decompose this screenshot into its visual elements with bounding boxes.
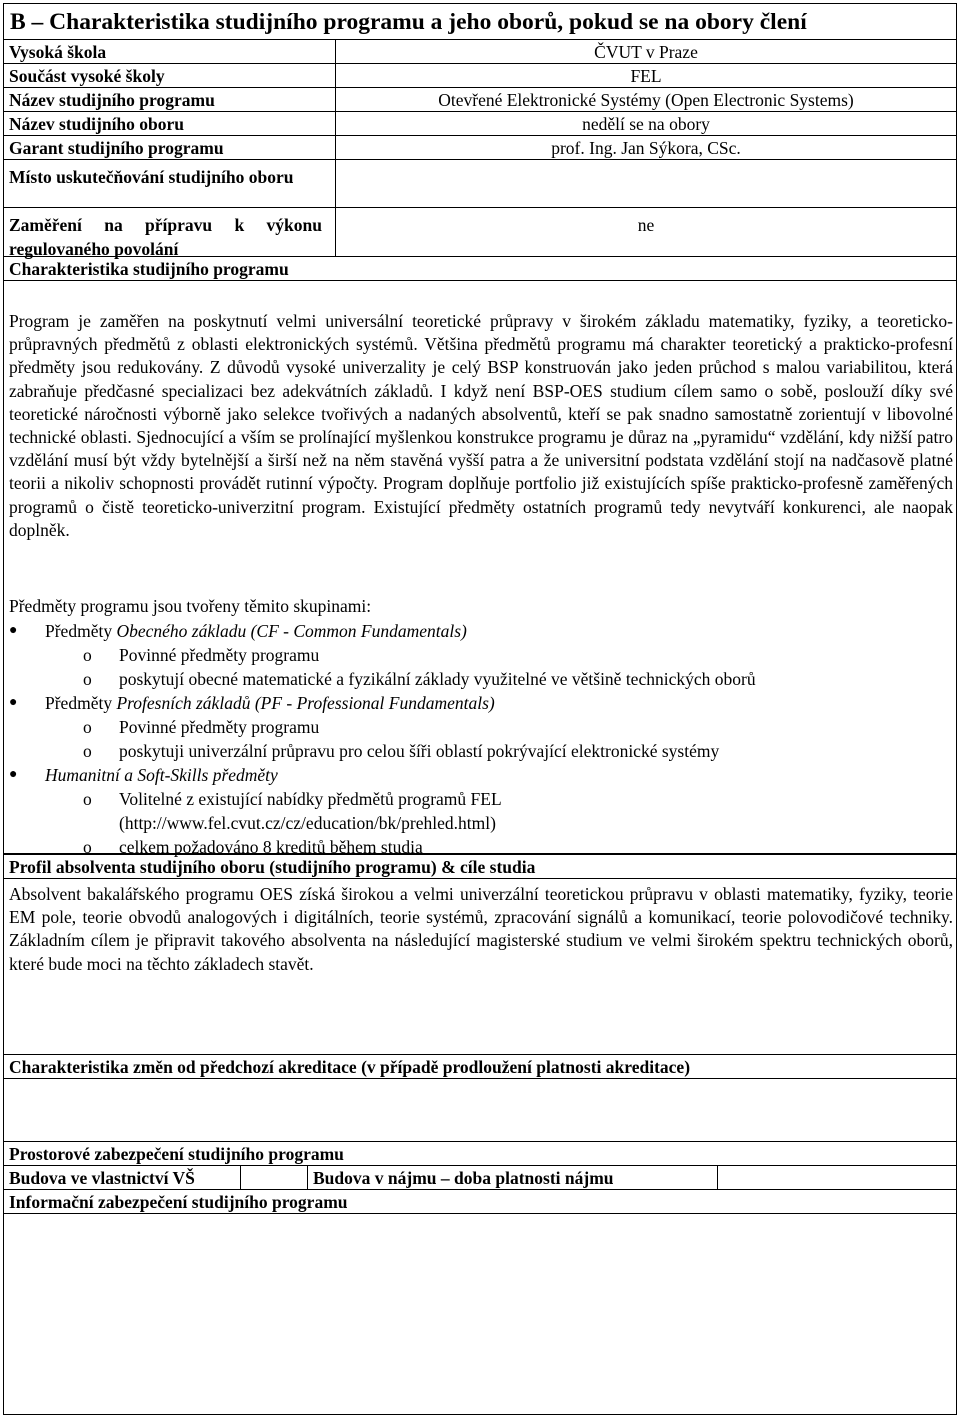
info-label: Garant studijního programu [9,138,224,158]
facilities-heading-row [3,1141,957,1166]
list-item [9,715,949,739]
facilities-rented-label: Budova v nájmu – doba platnosti nájmu [313,1168,614,1188]
info-value-cell [335,159,957,208]
list-item [9,619,949,643]
group-url: (http://www.fel.cvut.cz/cz/education/bk/prehled.html) [119,813,496,833]
sub-marker: o [83,717,92,737]
facilities-rented-value-cell [717,1165,957,1190]
profile-text: Absolvent bakalářského programu OES získá širokou a velmi univerzální teoretickou průpravu v oblasti matematiky, fyziky, teorie EM pole, teorie obvodů analogových i digitálních, teorie systémů, zpracování signálů a komunikací, teorie polovodičové techniky. Základním cílem je připravit takového absolventa na následující magisterské studium ve velmi širokém spektru technických oborů, které bude moci na těchto základech stavět. [9,884,953,974]
sub-marker: o [83,741,92,761]
info-value-cell [335,63,957,88]
characteristics-paragraph [9,310,953,542]
group-prefix: Předměty [45,621,117,641]
profile-heading: Profil absolventa studijního oboru (studijního programu) & cíle studia [9,857,536,877]
sub-marker: o [83,789,92,809]
list-item [9,787,949,811]
info-label: Místo uskutečňování studijního oboru [9,167,294,187]
group-item: poskytují obecné matematické a fyzikální základy využitelné ve většině technických oborů [119,669,756,689]
facilities-owned-label: Budova ve vlastnictví VŠ [9,1168,195,1188]
changes-heading: Charakteristika změn od předchozí akreditace (v případě prodloužení platnosti akreditace) [9,1057,691,1077]
group-item: Volitelné z existující nabídky předmětů programů FEL [119,789,502,809]
info-value: nedělí se na obory [582,114,710,134]
info-label: Zaměření na přípravu k výkonu regulovaného povolání [9,215,322,259]
group-name: Profesních základů (PF - Professional Fundamentals) [116,693,495,713]
info-value: ČVUT v Praze [594,42,698,62]
info-value: FEL [630,66,662,86]
bullet-icon: ● [9,623,18,638]
info-value-cell [335,39,957,64]
facilities-owned-label-cell [3,1165,241,1190]
info-label: Součást vysoké školy [9,66,165,86]
characteristics-heading: Charakteristika studijního programu [9,259,289,279]
info-label: Název studijního oboru [9,114,185,134]
list-item [9,667,949,691]
list-item [9,739,949,763]
info-label: Název studijního programu [9,90,215,110]
group-name: Humanitní a Soft-Skills předměty [45,765,278,785]
page-title: B – Charakteristika studijního programu a jeho oborů, pokud se na obory člení [10,9,807,35]
info-security-heading-row [3,1189,957,1214]
profile-body-box [3,878,957,1055]
group-item: Povinné předměty programu [119,645,320,665]
list-item [9,691,949,715]
facilities-rented-label-cell [307,1165,718,1190]
characteristics-heading-row [3,256,957,281]
bullet-icon: ● [9,695,18,710]
changes-body-box [3,1078,957,1142]
sub-marker: o [83,645,92,665]
facilities-heading: Prostorové zabezpečení studijního programu [9,1144,344,1164]
group-name: Obecného základu (CF - Common Fundamentals) [116,621,467,641]
info-security-heading: Informační zabezpečení studijního programu [9,1192,348,1212]
info-value-cell [335,135,957,160]
bullet-icon: ● [9,767,18,782]
info-value-cell [335,111,957,136]
groups-intro: Předměty programu jsou tvořeny těmito skupinami: [9,596,372,616]
profile-paragraph [9,883,953,976]
changes-heading-row [3,1054,957,1079]
info-value-cell [335,207,957,257]
info-label: Vysoká škola [9,42,107,62]
sub-marker: o [83,669,92,689]
document-page [3,3,957,1415]
group-item: poskytuji univerzální průpravu pro celou šíři oblastí pokrývající elektronické systémy [119,741,720,761]
group-prefix: Předměty [45,693,117,713]
group-item: Povinné předměty programu [119,717,320,737]
facilities-owned-value-cell [240,1165,308,1190]
info-security-body-box [3,1213,957,1415]
info-value: ne [637,215,655,235]
sub-marker: o [83,837,92,857]
info-value: Otevřené Elektronické Systémy (Open Electronic Systems) [438,90,854,110]
groups-list [9,619,949,859]
group-item: celkem požadováno 8 kreditů během studia [119,837,423,857]
list-item [9,811,949,835]
characteristics-text: Program je zaměřen na poskytnutí velmi universální teoretické průpravy v širokém základu matematiky, fyziky, a teoreticko-průpravných předmětů z oblasti elektronických systémů. Většina předmětů programu má charakter teoretický a prakticko-profesní předměty jsou redukovány. Z důvodů vysoké univerzality je celý BSP konstruován jako jeden průchod s malou variabilitou, která zabraňuje předčasné specializaci bez adekvátních základů. I když není BSP-OES studium cílem samo o sobě, poslouží díky své teoretické náročnosti výborně jako selekce tvořivých a nadaných absolventů, kteří se pak snadno samostatně zorientují v libovolné technické oblasti. Sjednocující a vším se prolínající myšlenkou konstrukce programu je důraz na „pyramidu“ vzdělání, kdy nižší patro vzdělání musí být vždy bytelnější a širší než na něm stavěná vyšší patra a že universitní podstata vzdělání stojí na nadčasově platné teorii a nikoliv schopnosti provádět rutinní výpočty. Program doplňuje portfolio již existujících spíše prakticko-profesně zaměřených programů o čistě teoreticko-univerzitní program. Existující předměty ostatních programů tedy nevytváří konkurenci, ale naopak doplněk. [9,311,953,540]
section-title-box [3,3,957,40]
characteristics-body-box [3,280,957,857]
profile-heading-row [3,854,957,879]
info-value-cell [335,87,957,112]
list-item [9,763,949,787]
info-value: prof. Ing. Jan Sýkora, CSc. [551,138,741,158]
list-item [9,643,949,667]
